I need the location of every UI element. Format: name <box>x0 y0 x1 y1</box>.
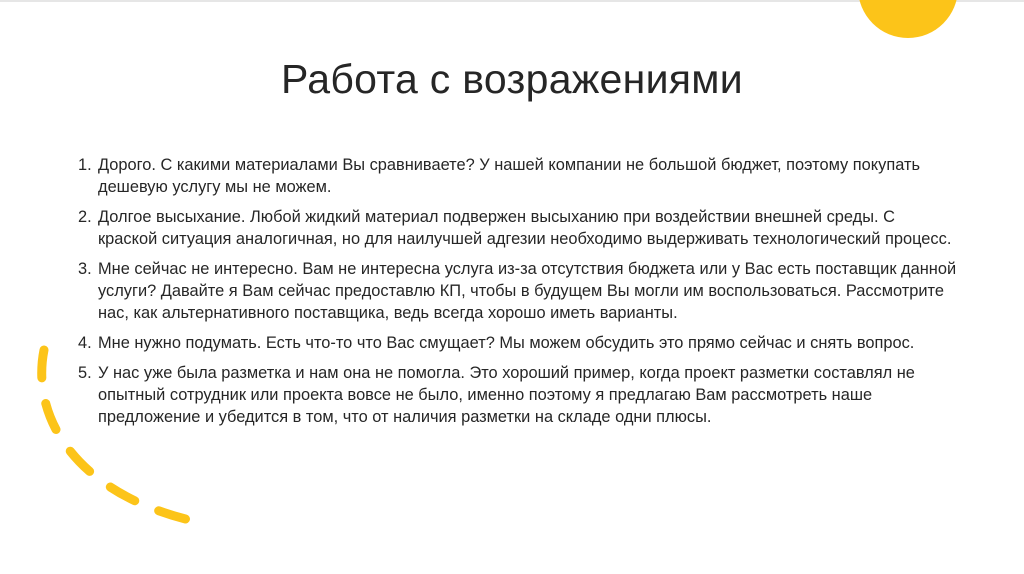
list-item <box>78 154 958 198</box>
item-text: Долгое высыхание. Любой жидкий материал подвержен высыханию при воздействии внешней среды. С краской ситуация аналогичная, но для наилучшей адгезии необходимо выдерживать технологический процесс. <box>98 208 952 248</box>
list-item <box>78 206 958 250</box>
item-number: 3. <box>78 260 92 278</box>
item-number: 5. <box>78 364 92 382</box>
item-text: Дорого. С какими материалами Вы сравниваете? У нашей компании не большой бюджет, поэтому покупать дешевую услугу мы не можем. <box>98 156 921 196</box>
item-text: Мне нужно подумать. Есть что-то что Вас смущает? Мы можем обсудить это прямо сейчас и снять вопрос. <box>98 334 915 352</box>
slide-title: Работа с возражениями <box>280 56 743 102</box>
dashed-yellow-arc-icon <box>20 330 240 550</box>
item-number: 2. <box>78 208 92 226</box>
item-text: Мне сейчас не интересно. Вам не интересна услуга из-за отсутствия бюджета или у Вас есть поставщик данной услуги? Давайте я Вам сейчас предоставлю КП, чтобы в будущем Вы могли им воспользоваться. Рассмотрите нас, как альтернативного поставщика, ведь всегда хорошо иметь варианты. <box>98 260 957 322</box>
yellow-circle-icon <box>858 0 958 38</box>
item-text: У нас уже была разметка и нам она не помогла. Это хороший пример, когда проект разметки составлял не опытный сотрудник или проекта вовсе не было, именно поэтому я предлагаю Вам рассмотреть наше предложение и убедится в том, что от наличия разметки на складе одни плюсы. <box>98 364 915 426</box>
item-number: 1. <box>78 156 92 174</box>
list-item <box>78 258 958 324</box>
item-number: 4. <box>78 334 92 352</box>
